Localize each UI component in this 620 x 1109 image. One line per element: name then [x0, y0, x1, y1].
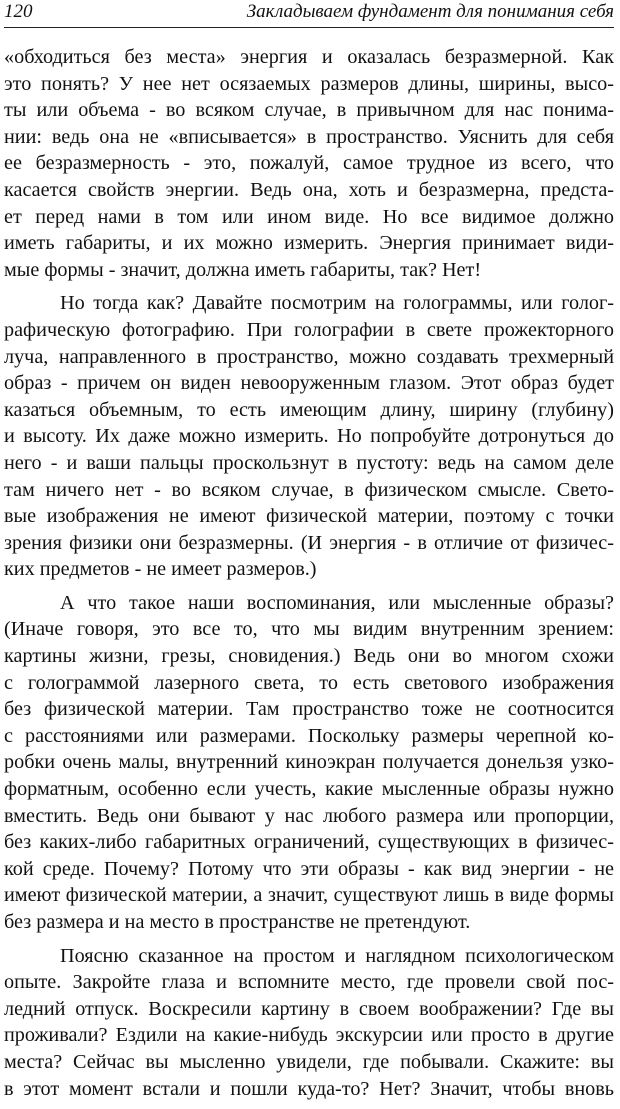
text-line: нии: ведь она не «вписывается» в пространство. Уяснить для себя — [4, 125, 614, 148]
text-line: А что такое наши воспоминания, или мысленные образы? — [60, 591, 614, 614]
text-line: Но тогда как? Давайте посмотрим на голограммы, или голог- — [60, 292, 614, 315]
text-line: него - и ваши пальцы проскользнут в пустоту: ведь на самом деле — [4, 451, 614, 474]
text-line: ледний отпуск. Воскресили картину в своем воображении? Где вы — [4, 997, 614, 1020]
text-line: с расстояниями или размерами. Поскольку размеры черепной ко- — [4, 724, 614, 747]
running-title: Закладываем фундамент для понимания себя — [246, 1, 614, 22]
text-line: картины жизни, грезы, сновидения.) Ведь они во многом схожи — [4, 645, 614, 668]
text-line: образ - причем он виден невооруженным глазом. Этот образ будет — [4, 372, 614, 395]
text-line: «обходиться без места» энергия и оказалась безразмерной. Как — [4, 46, 614, 68]
text-line: луча, направленного в пространство, можно создавать трехмерный — [4, 345, 614, 368]
text-line: без физической материи. Там пространство тоже не соотносится — [4, 698, 614, 721]
text-line: робки очень малы, внутренний киноэкран получается донельзя узко- — [4, 751, 614, 774]
text-line: без каких-либо габаритных ограничений, существующих в физичес- — [4, 831, 614, 854]
text-line: форматным, особенно если учесть, какие мысленные образы нужно — [4, 778, 614, 801]
text-line: ты или объема - во всяком случае, в привычном для нас понима- — [4, 99, 614, 122]
text-line: в этот момент встали и пошли куда-то? Нет? Значит, чтобы вновь — [4, 1077, 614, 1100]
text-line: зрения физики они безразмерны. (И энергия - в отличие от физичес- — [4, 531, 614, 554]
paragraph — [4, 44, 614, 283]
text-line: там ничего нет - во всяком случае, в физическом смысле. Свето- — [4, 478, 614, 501]
text-line: и высоту. Их даже можно измерить. Но попробуйте дотронуться до — [4, 425, 614, 448]
text-line: ее безразмерность - это, пожалуй, самое трудное из всего, что — [4, 152, 614, 175]
text-line: казаться объемным, то есть имеющим длину, ширину (глубину) — [4, 398, 614, 421]
text-line: касается свойств энергии. Ведь она, хоть и безразмерна, предста- — [4, 178, 614, 201]
page-header — [4, 0, 614, 26]
text-line: без размера и на место в пространстве не претендуют. — [4, 911, 471, 933]
text-line: места? Сейчас вы мысленно увидели, где побывали. Скажите: вы — [4, 1050, 614, 1073]
text-line: вые изображения не имеют физической материи, поэтому с точки — [4, 505, 614, 528]
text-line: ет перед нами в том или ином виде. Но все видимое должно — [4, 205, 614, 228]
paragraph — [4, 290, 614, 583]
body-text — [4, 44, 614, 1109]
text-line: (Иначе говоря, это все то, что мы видим внутренним зрением: — [4, 618, 614, 641]
text-line: опыте. Закройте глаза и вспомните место, где провели свой пос- — [4, 971, 614, 994]
header-rule — [4, 27, 614, 28]
paragraph — [4, 590, 614, 936]
text-line: ких предметов - не имеет размеров.) — [4, 558, 317, 581]
paragraph — [4, 943, 614, 1103]
text-line: кой среде. Почему? Потому что эти образы - как вид энергии - не — [4, 857, 614, 880]
page-number: 120 — [4, 1, 33, 22]
text-line: с голограммой лазерного света, то есть светового изображения — [4, 671, 614, 694]
text-line: имеют физической материи, а значит, существуют лишь в виде формы — [4, 884, 614, 907]
text-line: Поясню сказанное на простом и наглядном психологическом — [60, 944, 614, 967]
text-line: это понять? У нее нет осязаемых размеров длины, ширины, высо- — [4, 72, 614, 95]
text-line: проживали? Ездили на какие-нибудь экскурсии или просто в другие — [4, 1024, 614, 1047]
text-line: иметь габариты, и их можно измерить. Энергия принимает види- — [4, 232, 614, 255]
text-line: вместить. Ведь они бывают у нас любого размера или пропорции, — [4, 804, 614, 827]
text-line: рафическую фотографию. При голографии в свете прожекторного — [4, 318, 614, 341]
text-line: мые формы - значит, должна иметь габариты, так? Нет! — [4, 258, 482, 281]
